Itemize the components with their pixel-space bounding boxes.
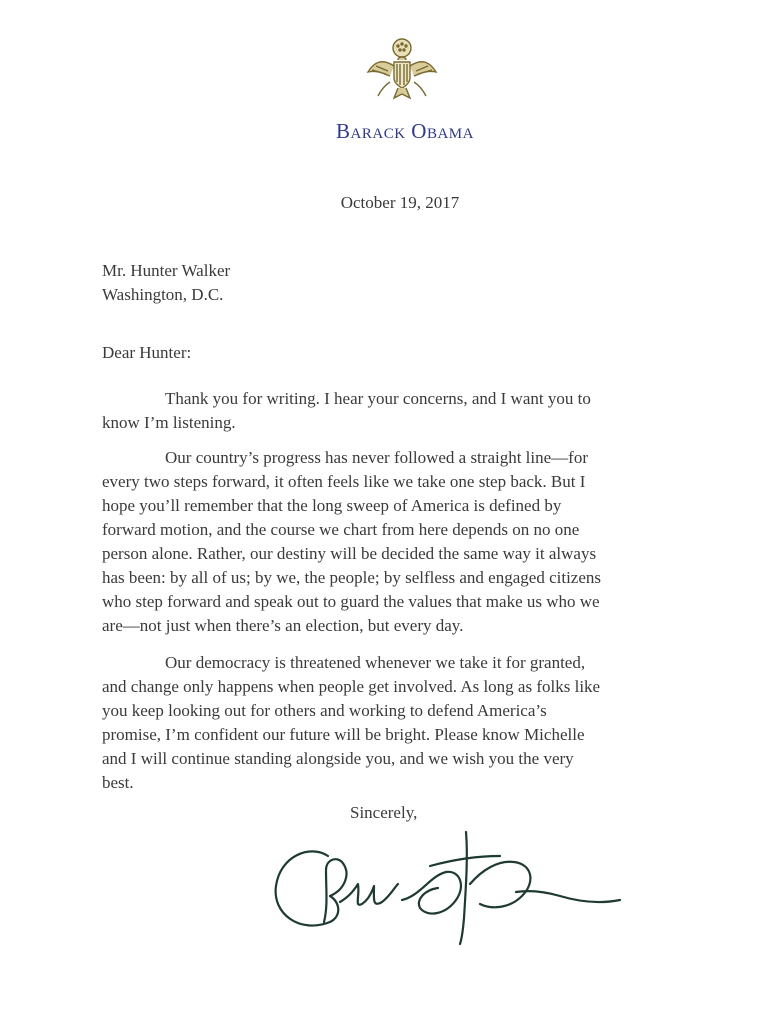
paragraph-line: every two steps forward, it often feels like we take one step back. But I (102, 472, 586, 491)
paragraph-line: person alone. Rather, our destiny will be decided the same way it always (102, 544, 597, 563)
paragraph-line: Our country’s progress has never followed a straight line—for (165, 448, 588, 467)
paragraph-line: promise, I’m confident our future will be bright. Please know Michelle (102, 725, 585, 744)
body-paragraph-3 (102, 651, 662, 795)
salutation: Dear Hunter: (102, 343, 192, 362)
body-paragraph-2 (102, 446, 662, 638)
recipient-block (102, 259, 230, 307)
paragraph-line: you keep looking out for others and working to defend America’s (102, 701, 547, 720)
paragraph-line: are—not just when there’s an election, but every day. (102, 616, 464, 635)
handwritten-signature-icon (270, 826, 630, 956)
paragraph-line: Thank you for writing. I hear your concerns, and I want you to (165, 389, 591, 408)
letterhead-name: Barack Obama (336, 119, 474, 143)
paragraph-line: who step forward and speak out to guard the values that make us who we (102, 592, 600, 611)
paragraph-line: and I will continue standing alongside you, and we wish you the very (102, 749, 574, 768)
paragraph-line: know I’m listening. (102, 413, 236, 432)
paragraph-line: hope you’ll remember that the long sweep of America is defined by (102, 496, 562, 515)
closing: Sincerely, (350, 803, 418, 822)
paragraph-line: forward motion, and the course we chart from here depends on no one (102, 520, 580, 539)
paragraph-line: Our democracy is threatened whenever we take it for granted, (165, 653, 586, 672)
paragraph-line: best. (102, 773, 134, 792)
recipient-location: Washington, D.C. (102, 285, 224, 304)
paragraph-line: and change only happens when people get involved. As long as folks like (102, 677, 601, 696)
recipient-name: Mr. Hunter Walker (102, 261, 231, 280)
paragraph-line: has been: by all of us; by we, the people; by selfless and engaged citizens (102, 568, 601, 587)
letter-date: October 19, 2017 (340, 193, 460, 212)
body-paragraph-1 (102, 387, 662, 435)
great-seal-eagle-icon (364, 36, 440, 104)
